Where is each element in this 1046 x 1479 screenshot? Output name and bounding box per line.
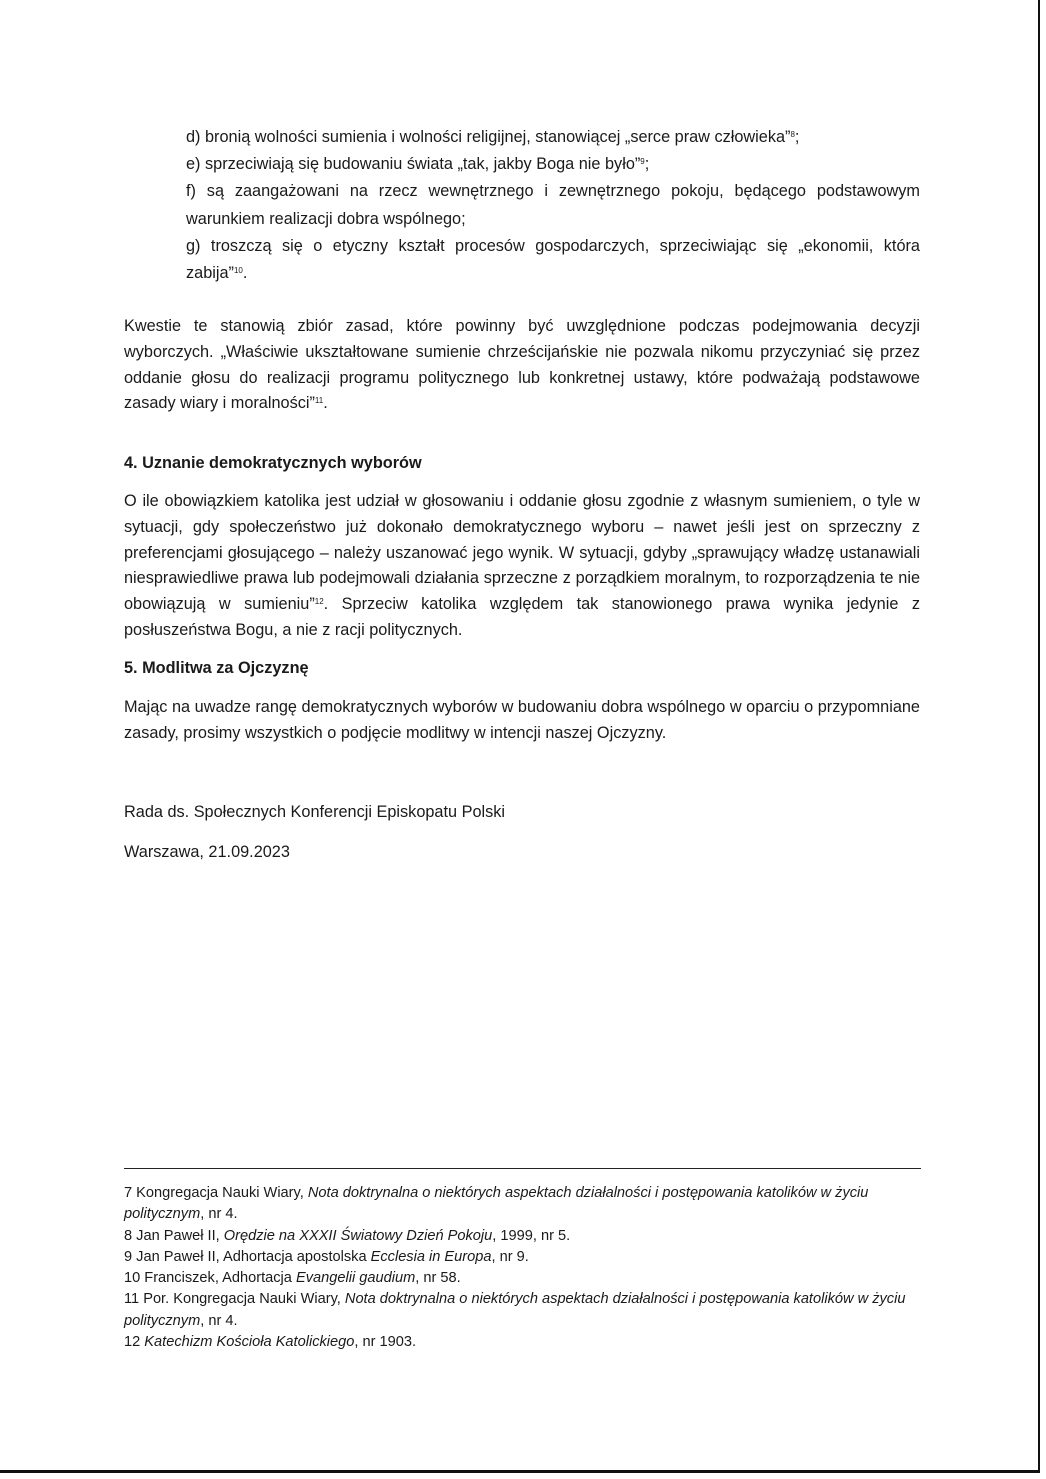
footnote: 11 Por. Kongregacja Nauki Wiary, Nota doktrynalna o niektórych aspektach działalności i postępowania katolików w życiu politycznym, nr 4. bbox=[124, 1291, 906, 1329]
section-5-heading: 5. Modlitwa za Ojczyznę bbox=[124, 659, 309, 677]
list-item: f) są zaangażowani na rzecz wewnętrznego i zewnętrznego pokoju, będącego podstawowym warunkiem realizacji dobra wspólnego; bbox=[186, 182, 920, 228]
section-4-paragraph: O ile obowiązkiem katolika jest udział w głosowaniu i oddanie głosu zgodnie z własnym sumieniem, o tyle w sytuacji, gdy społeczeństwo już dokonało demokratycznego wyboru – nawet jeśli jest on sprzeczny z preferencjami głosującego – należy uszanować jego wynik. W sytuacji, gdyby „sprawujący władzę ustanawiali niesprawiedliwe prawa lub podejmowali działania sprzeczne z porządkiem moralnym, to rozporządzenia te nie obowiązują w sumieniu”$^{12}$. Sprzeciw katolika względem tak stanowionego prawa wynika jedynie z posłuszeństwa Bogu, a nie z racji politycznych. bbox=[124, 492, 920, 639]
place-date: Warszawa, 21.09.2023 bbox=[124, 843, 290, 861]
footnotes bbox=[124, 1183, 924, 1353]
footnote-ref: 8 bbox=[790, 130, 795, 139]
footnote-separator bbox=[124, 1168, 921, 1169]
list-item: e) sprzeciwiają się budowaniu świata „tak, jakby Boga nie było”$^9$; bbox=[186, 155, 650, 174]
footnote-ref: 12 bbox=[314, 597, 324, 607]
footnote-ref: 9 bbox=[640, 157, 645, 167]
paragraph-principles-summary: Kwestie te stanowią zbiór zasad, które powinny być uwzględnione podczas podejmowania decyzji wyborczych. „Właściwie ukształtowane sumienie chrześcijańskie nie pozwala nikomu przyczyniać się przez oddanie głosu do realizacji programu politycznego lub konkretnej ustawy, które podważają podstawowe zasady wiary i moralności”$^{11}$. bbox=[124, 317, 920, 413]
footnote: 8 Jan Paweł II, Orędzie na XXXII Światowy Dzień Pokoju, 1999, nr 5. bbox=[124, 1227, 571, 1244]
footnote: 7 Kongregacja Nauki Wiary, Nota doktrynalna o niektórych aspektach działalności i postępowania katolików w życiu politycznym, nr 4. bbox=[124, 1185, 869, 1223]
list-item: g) troszczą się o etyczny kształt procesów gospodarczych, sprzeciwiając się „ekonomii, która zabija”$^{10}$. bbox=[186, 236, 920, 283]
footnote: 10 Franciszek, Adhortacja Evangelii gaudium, nr 58. bbox=[124, 1270, 461, 1287]
signature: Rada ds. Społecznych Konferencji Episkopatu Polski bbox=[124, 803, 506, 821]
footnote-ref: 10 bbox=[233, 266, 243, 276]
footnote: 9 Jan Paweł II, Adhortacja apostolska Ecclesia in Europa, nr 9. bbox=[124, 1248, 529, 1265]
footnote-ref: 11 bbox=[314, 396, 324, 406]
footnote: 12 Katechizm Kościoła Katolickiego, nr 1903. bbox=[124, 1334, 417, 1351]
section-5-paragraph: Mając na uwadze rangę demokratycznych wyborów w budowaniu dobra wspólnego w oparciu o przypomniane zasady, prosimy wszystkich o podjęcie modlitwy w intencji naszej Ojczyzny. bbox=[124, 698, 920, 742]
section-4-heading: 4. Uznanie demokratycznych wyborów bbox=[124, 454, 422, 472]
principles-list bbox=[186, 124, 920, 287]
list-item: d) bronią wolności sumienia i wolności religijnej, stanowiącej „serce praw człowieka”$^8$; bbox=[186, 128, 800, 146]
